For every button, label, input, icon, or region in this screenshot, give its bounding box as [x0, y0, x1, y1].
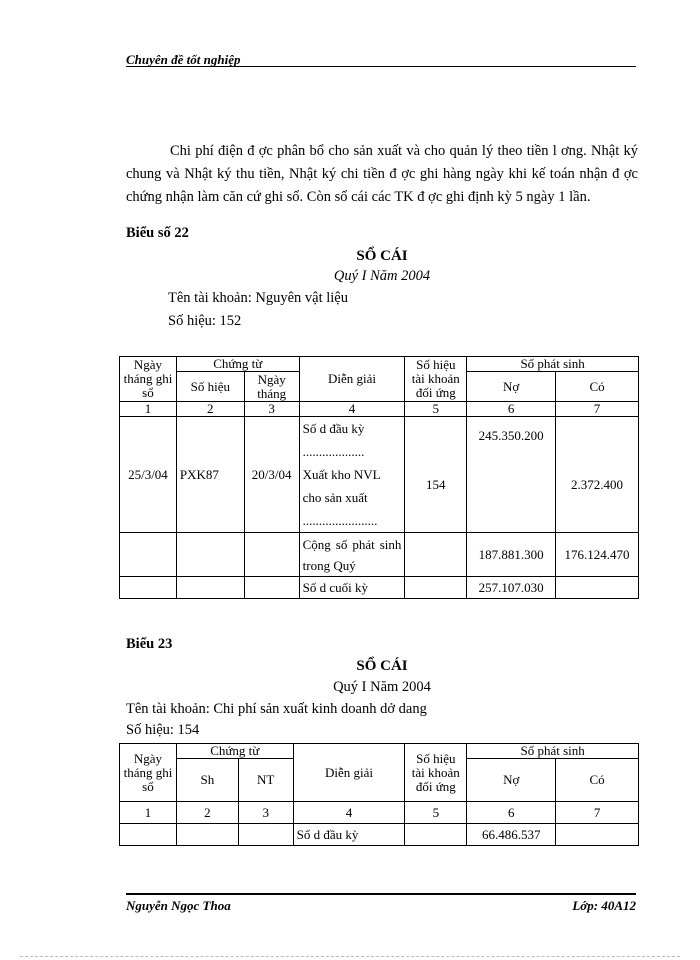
ledger1-opening-debit: 245.350.200: [467, 417, 556, 533]
ledger2-colnum: 7: [556, 802, 639, 824]
ledger1-header-date: Ngày tháng ghi sổ: [120, 357, 177, 402]
ledger2-header-amount: Số phát sinh: [467, 744, 639, 759]
ledger1-header-debit: Nợ: [467, 372, 556, 402]
ledger1-row-contra: 154: [405, 417, 467, 533]
ledger2-colnum: 5: [405, 802, 467, 824]
ledger2-table: [119, 743, 639, 846]
ledger2-colnum: 2: [176, 802, 238, 824]
ledger1-closing-label: Số d cuối kỳ: [299, 577, 405, 599]
ledger1-colnum: 1: [120, 402, 177, 417]
ledger2-header-voucher: Chứng từ: [176, 744, 293, 759]
footer-rule: [126, 893, 636, 895]
ledger2-header-voucher-date: NT: [238, 759, 293, 802]
ledger2-account-name: Tên tài khoản: Chi phí sản xuất kinh doanh dở dang: [126, 701, 427, 717]
ledger1-header-voucher-no: Số hiệu: [176, 372, 244, 402]
ledger1-total-credit: 176.124.470: [556, 533, 639, 577]
ledger1-total-label: Cộng số phát sinh trong Quý: [299, 533, 405, 577]
ledger2-colnum: 6: [467, 802, 556, 824]
ledger2-colnum: 1: [120, 802, 177, 824]
ledger1-table: [119, 356, 639, 599]
ledger1-row-desc: [299, 417, 405, 533]
ledger1-row-voucher-no: PXK87: [176, 417, 244, 533]
ledger2-header-voucher-no: Sh: [176, 759, 238, 802]
ledger1-header-voucher: Chứng từ: [176, 357, 299, 372]
ledger2-account-no: Số hiệu: 154: [126, 722, 200, 738]
ledger2-opening-label: Số d đầu kỳ: [293, 824, 405, 846]
ledger1-header-contra: Số hiệu tài khoản đối ứng: [405, 357, 467, 402]
ledger1-colnum: 6: [467, 402, 556, 417]
ledger1-header-desc: Diễn giải: [299, 357, 405, 402]
ledger1-header-voucher-date: Ngày tháng: [244, 372, 299, 402]
ledger2-header-credit: Có: [556, 759, 639, 802]
ledger1-dots: ...................: [302, 444, 365, 459]
ledger2-header-contra: Số hiệu tài khoản đối ứng: [405, 744, 467, 802]
ledger1-colnum: 3: [244, 402, 299, 417]
ledger1-account-no: Số hiệu: 152: [168, 313, 242, 329]
ledger2-header-debit: Nợ: [467, 759, 556, 802]
ledger1-header-credit: Có: [556, 372, 639, 402]
ledger1-title: SỔ CÁI: [356, 248, 408, 264]
ledger2-header-date: Ngày tháng ghi sổ: [120, 744, 177, 802]
ledger1-entry-desc: Xuất kho NVL cho sản xuất: [302, 467, 381, 505]
ledger1-header-amount: Số phát sinh: [467, 357, 639, 372]
ledger1-colnum: 4: [299, 402, 405, 417]
running-header: Chuyên đề tốt nghiệp: [126, 52, 241, 67]
ledger1-row-credit: 2.372.400: [556, 417, 639, 533]
ledger1-colnum: 2: [176, 402, 244, 417]
ledger2-header-desc: Diễn giải: [293, 744, 405, 802]
ledger1-colnum: 7: [556, 402, 639, 417]
ledger1-label: Biểu số 22: [126, 225, 189, 241]
ledger1-opening-label: Số d đầu kỳ: [302, 421, 365, 436]
ledger1-row-voucher-date: 20/3/04: [244, 417, 299, 533]
ledger2-colnum: 4: [293, 802, 405, 824]
header-rule: [126, 66, 636, 67]
ledger2-colnum: 3: [238, 802, 293, 824]
ledger2-title: SỔ CÁI: [356, 658, 408, 674]
page-break-line: [20, 956, 680, 957]
footer-author: Nguyễn Ngọc Thoa: [126, 898, 231, 913]
paragraph-text: Chi phí điện đ ợc phân bổ cho sản xuất và cho quản lý theo tiền l ơng. Nhật ký chung và Nhật ký thu tiền, Nhật ký chi tiền đ ợc ghi hàng ngày khi kế toán nhận đ ợc chứng nhận làm căn cứ ghi sổ. Còn sổ cái các TK đ ợc ghi định kỳ 5 ngày 1 lần.: [126, 143, 638, 205]
ledger2-period: Quý I Năm 2004: [333, 679, 431, 695]
ledger1-dots: .......................: [302, 513, 378, 528]
ledger1-account-name: Tên tài khoản: Nguyên vật liệu: [168, 290, 348, 306]
body-paragraph: [126, 140, 638, 209]
footer-class: Lớp: 40A12: [572, 898, 636, 913]
ledger1-total-debit: 187.881.300: [467, 533, 556, 577]
ledger1-closing-debit: 257.107.030: [467, 577, 556, 599]
ledger2-label: Biểu 23: [126, 636, 173, 652]
ledger1-colnum: 5: [405, 402, 467, 417]
ledger1-row-date: 25/3/04: [120, 417, 177, 533]
ledger2-opening-debit: 66.486.537: [467, 824, 556, 846]
ledger1-period: Quý I Năm 2004: [333, 268, 431, 284]
